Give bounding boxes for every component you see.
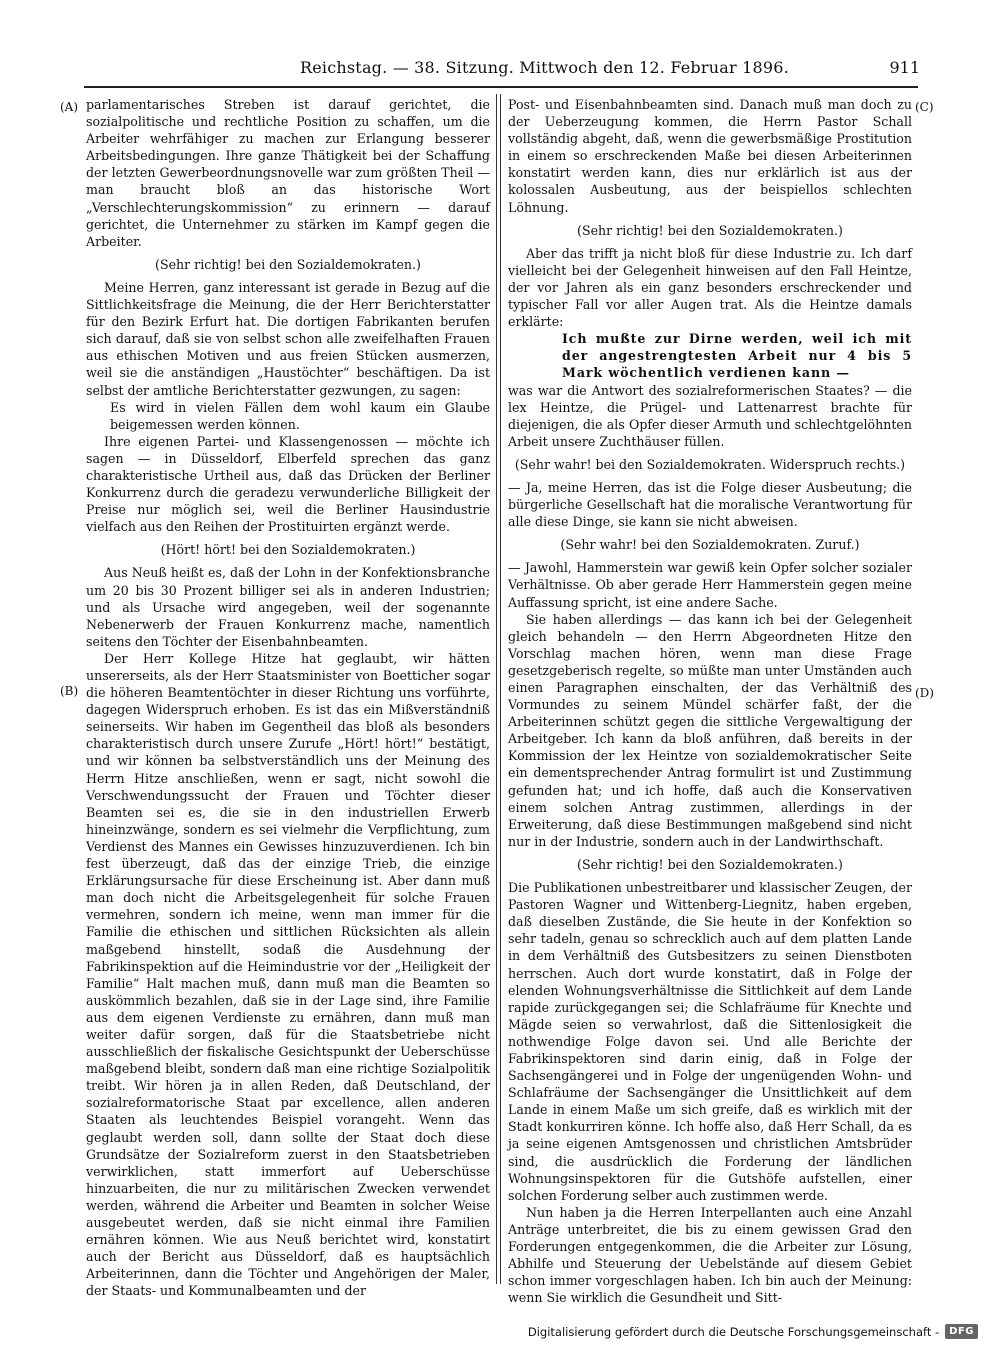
margin-marker-a: (A)	[60, 100, 79, 114]
quotation: Es wird in vielen Fällen dem wohl kaum ein Glaube beigemessen werden können.	[110, 399, 490, 432]
paragraph: was war die Antwort des sozialreformerischen Staates? — die lex Heintze, die Prügel- und Lattenarrest brachte für diejenigen, die als Opfer dieser Armuth und schlechtgelöhnten Arbeit unsere Zuchthäuser füllen.	[508, 382, 912, 449]
interjection: (Sehr richtig! bei den Sozialdemokraten.)	[155, 256, 421, 272]
paragraph: Aus Neuß heißt es, daß der Lohn in der Konfektionsbranche um 20 bis 30 Prozent billiger sei als in anderen Industrien; und als Ursache wird angegeben, weil der sogenannte Nebenerwerb der Frauen Konkurrenz mache, namentlich seitens den Töchter der Eisenbahnbeamten.	[86, 565, 490, 649]
paragraph: Nun haben ja die Herren Interpellanten auch eine Anzahl Anträge unterbreitet, die bis zu einem gewissen Grad den Forderungen entgegenkommen, die die Arbeiter zur Lösung, Abhilfe und Steuerung der Uebelstände auf diesem Gebiet schon immer vorgeschlagen haben. Ich bin auch der Meinung: wenn Sie wirklich die Gesundheit und Sitt-	[508, 1204, 912, 1306]
paragraph: Aber das trifft ja nicht bloß für diese Industrie zu. Ich darf vielleicht bei der Gelegenheit hinweisen auf den Fall Heintze, der vor Jahren als ein ganz besonders erschreckender und typischer Fall vor aller Augen trat. Als die Heintze damals erklärte:	[508, 245, 912, 330]
column-divider	[496, 94, 497, 1284]
margin-marker-d: (D)	[915, 686, 934, 700]
page-header	[240, 58, 920, 80]
paragraph: Ihre eigenen Partei- und Klassengenossen — möchte ich sagen — in Düsseldorf, Elberfeld sprechen das ganz charakteristische Urtheil aus, daß das Drücken der Berliner Konkurrenz durch die geradezu verwunderliche Billigkeit der Preise nur möglich sei, weil die Berliner Hausindustrie vielfach aus den Reihen der Prostituirten ergänzt werde.	[86, 433, 490, 535]
column-divider	[500, 94, 501, 1284]
interjection: (Sehr richtig! bei den Sozialdemokraten.)	[577, 222, 843, 238]
interjection: (Sehr wahr! bei den Sozialdemokraten. Zuruf.)	[560, 537, 860, 553]
header-rule	[84, 86, 918, 88]
interjection: (Sehr richtig! bei den Sozialdemokraten.)	[577, 856, 843, 872]
paragraph: Post- und Eisenbahnbeamten sind. Danach muß man doch zu der Ueberzeugung kommen, die Herrn Pastor Schall vollständig abgeht, daß, wenn die gewerbsmäßige Prostitution in einem so erschreckenden Maße bei diesen Arbeiterinnen konstatirt werden kann, dies nur erklärlich ist aus der kolossalen Ausbeutung, aus der beispiellos schlechten Löhnung.	[508, 97, 912, 215]
paragraph: — Jawohl, Hammerstein war gewiß kein Opfer solcher sozialer Verhältnisse. Ob aber gerade Herr Hammerstein gegen meine Auffassung spricht, ist eine andere Sache.	[508, 560, 912, 610]
paragraph: Sie haben allerdings — das kann ich bei der Gelegenheit gleich behandeln — den Herrn Abgeordneten Hitze den Vorschlag machen hören, wenn man diese Frage gesetzgeberisch regelte, so müßte man unter Umständen auch einen Paragraphen einschalten, der das Verhältniß des Vormundes zu seinem Mündel schärfer faßt, der die Arbeiterinnen schützt gegen die sittliche Vergewaltigung der Arbeitgeber. Ich kann da bloß anführen, daß bereits in der Kommission der lex Heintze von sozialdemokratischer Seite ein dementsprechender Antrag formulirt ist und Zustimmung gefunden hat; und ich hoffe, daß auch die Konservativen einem solchen Antrag zustimmen, allerdings in der Erweiterung, daß diese Bestimmungen maßgebend sind nicht nur in der Industrie, sondern auch in der Landwirthschaft.	[508, 611, 912, 849]
quotation: Ich mußte zur Dirne werden, weil ich mit der angestrengtesten Arbeit nur 4 bis 5 Mark wöchentlich verdienen kann —	[562, 331, 912, 381]
paragraph: Die Publikationen unbestreitbarer und klassischer Zeugen, der Pastoren Wagner und Wittenberg-Liegnitz, haben ergeben, daß dieselben Zustände, die Sie heute in der Konfektion so sehr tadeln, genau so schrecklich auch auf dem platten Lande in dem Verhältniß des Gutsbesitzers zu seinen Dienstboten herrschen. Auch dort wurde konstatirt, daß in Folge der elenden Wohnungsverhältnisse die Sittlichkeit auf dem Lande rapide zurückgegangen sei; die Schlafräume für Knechte und Mägde seien so verwahrlost, daß die Sittenlosigkeit die nothwendige Folge davon sei. Und alle Berichte der Fabrikinspektoren sind darin einig, daß in Folge der Sachsengängerei und in Folge der ungenügenden Wohn- und Schlafräume der Sachsengänger die Unsittlichkeit auf dem Lande in einem Maße um sich greife, daß es wirklich mit der Stadt konkurriren könne. Ich hoffe also, daß Herr Schall, da es ja seine eigenen Amtsgenossen und christlichen Amtsbrüder sind, die ausdrücklich die Forderung der ländlichen Wohnungsinspektoren für die Gutshöfe aufstellen, einer solchen Forderung selber auch zustimmen werde.	[508, 880, 912, 1203]
margin-marker-c: (C)	[915, 100, 934, 114]
page-number: 911	[889, 58, 920, 77]
paragraph: Meine Herren, ganz interessant ist gerade in Bezug auf die Sittlichkeitsfrage die Meinung, die der Herr Berichterstatter für den Bezirk Erfurt hat. Die dortigen Fabrikanten berufen sich darauf, daß sie von selbst schon alle zweifelhaften Frauen aus ethischen Motiven und aus freien Stücken ausmerzen, weil sie die anständigen „Haustöchter“ beschäftigen. Da ist selbst der amtliche Berichterstatter gezwungen, zu sagen:	[86, 279, 490, 398]
paragraph: — Ja, meine Herren, das ist die Folge dieser Ausbeutung; die bürgerliche Gesellschaft hat die moralische Verantwortung für alle diese Dinge, sie kann sie nicht abweisen.	[508, 479, 912, 530]
left-column	[86, 96, 490, 1299]
paragraph: parlamentarisches Streben ist darauf gerichtet, die sozialpolitische und rechtliche Position zu schaffen, um die Arbeiter wehrfähiger zu machen zur Erlangung besserer Arbeitsbedingungen. Ihre ganze Thätigkeit bei der Schaffung der letzten Gewerbeordnungsnovelle war zum größten Theil — man braucht bloß an das historische Wort „Verschlechterungskommission“ zu erinnern — darauf gerichtet, die Unternehmer zu stärken im Kampf gegen die Arbeiter.	[86, 97, 490, 249]
dfg-logo: DFG	[945, 1324, 978, 1339]
paragraph: Der Herr Kollege Hitze hat geglaubt, wir hätten unsererseits, als der Herr Staatsminister von Boetticher sogar die höheren Beamtentöchter in dieser Richtung uns vorführte, dagegen Widerspruch erhoben. Es ist das ein Mißverständniß seinerseits. Wir haben im Gegentheil das bloß als besonders charakteristisch durch unsere Zurufe „Hört! hört!“ bestätigt, und wir können ba selbstverständlich uns der Meinung des Herrn Hitze anschließen, wenn er sagt, nicht sowohl die Verschwendungssucht der Frauen und Töchter dieser Beamten sei es, die sie in den industriellen Erwerb hineinzwänge, sondern es sei vielmehr die Verpflichtung, zum Verdienst des Mannes ein Gewisses hinzuzuverdienen. Ich bin fest überzeugt, daß das der einzige Trieb, die einzige Erklärungsursache für diese Erscheinung ist. Aber dann muß man doch nicht die Arbeitsgelegenheit für solche Frauen vermehren, sondern ich meine, wenn man immer für die Familie die ethischen und sittlichen Rücksichten als allein maßgebend hinstellt, sodaß die Ausdehnung der Fabrikinspektion auf die Heimindustrie vor der „Heiligkeit der Familie“ Halt machen muß, dann muß man die Beamten so auskömmlich bezahlen, daß sie in der Lage sind, ihre Familie aus dem eigenen Verdienste zu ernähren, dann muß man weiter dafür sorgen, daß für die Staatsbetriebe nicht ausschließlich der fiskalische Gesichtspunkt der Ueberschüsse maßgebend bleibt, sondern daß man eine richtige Sozialpolitik treibt. Wir hören ja in allen Reden, daß Deutschland, der sozialreformatorische Staat par excellence, allen anderen Staaten als leuchtendes Beispiel vorangeht. Wenn das geglaubt werden soll, dann sollte der Staat doch diese Grundsätze der Sozialreform zuerst in den Staatsbetrieben verwirklichen, statt immerfort auf Ueberschüsse hinzuarbeiten, die nur zu militärischen Zwecken verwendet werden, während die Arbeiter und Beamten in solcher Weise ausgebeutet werden, daß sie nicht einmal ihre Familien ernähren können. Wie aus Neuß berichtet wird, konstatirt auch der Bericht aus Düsseldorf, daß es hauptsächlich Arbeiterinnen, dann die Töchter und Angehörigen der Maler, der Staats- und Kommunalbeamten und der	[86, 650, 490, 1299]
interjection: (Sehr wahr! bei den Sozialdemokraten. Widerspruch rechts.)	[514, 456, 906, 472]
margin-marker-b: (B)	[60, 684, 79, 698]
footer-credit: Digitalisierung gefördert durch die Deutsche Forschungsgemeinschaft -	[527, 1324, 940, 1339]
digitization-footer	[528, 1324, 978, 1339]
right-column	[508, 96, 912, 1306]
interjection: (Hört! hört! bei den Sozialdemokraten.)	[160, 542, 416, 558]
running-title: Reichstag. — 38. Sitzung. Mittwoch den 12. Februar 1896.	[300, 58, 789, 77]
